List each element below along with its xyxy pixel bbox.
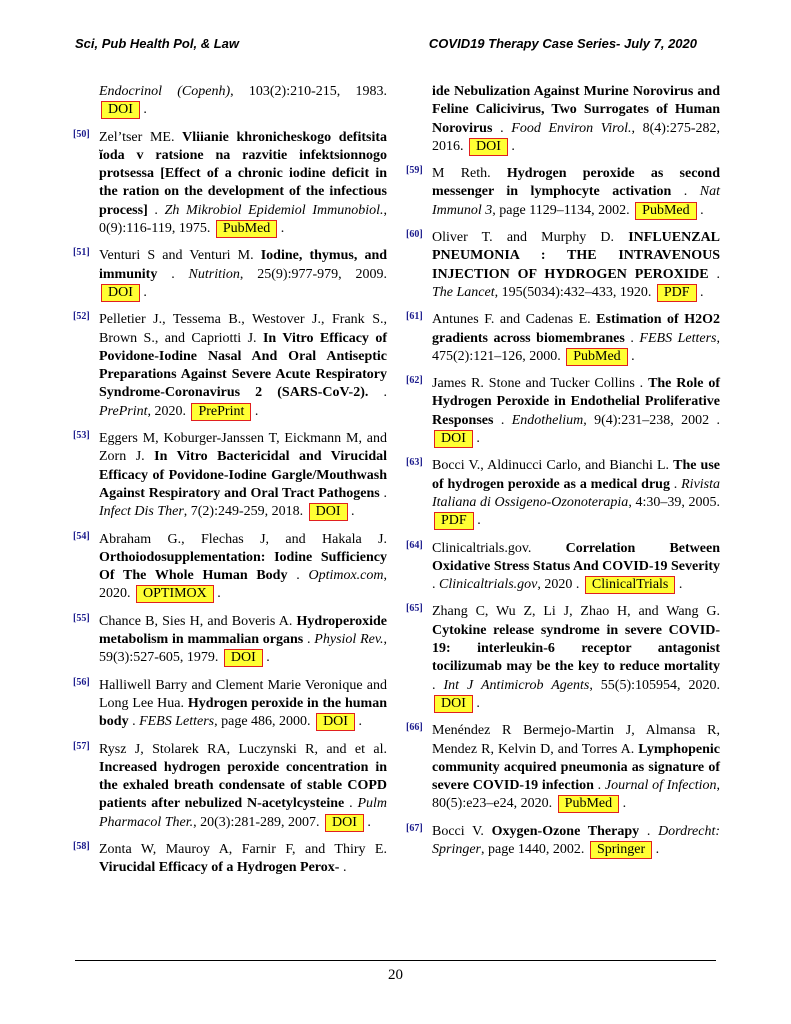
reference-link-button[interactable]: PubMed <box>566 348 627 366</box>
reference-details: , 25(9):977-979, 2009. <box>239 266 387 282</box>
reference-title: Increased hydrogen peroxide concentration in the exhaled breath condensate of stable COPD patients after nebulized N-acetylcysteine <box>99 759 387 812</box>
reference-entry: [56] Halliwell Barry and Clement Marie Veronique and Long Lee Hua. Hydrogen peroxide in the human body . FEBS Letters, page 486, 2000. DOI . <box>99 677 387 732</box>
reference-journal: Endothelium <box>511 412 584 428</box>
reference-details: , 2020. <box>147 403 186 419</box>
reference-entry: [66] Menéndez R Bermejo-Martin J, Almansa R, Mendez R, Kelvin D, and Torres A. Lymphopenic community acquired pneumonia as signature of severe COVID-19 infection . Journal of Infection, 80(5):e23–e24, 2020. PubMed . <box>432 722 720 813</box>
reference-details: , 8(4):275-282, 2016. <box>432 120 721 154</box>
reference-journal: FEBS Letters <box>139 714 215 730</box>
reference-details: , 195(5034):432–433, 1920. <box>494 284 652 300</box>
reference-entry: [58] Zonta W, Mauroy A, Farnir F, and Thiry E. Virucidal Efficacy of a Hydrogen Perox- . <box>99 841 387 878</box>
reference-link-button[interactable]: OPTIMOX <box>136 585 214 603</box>
reference-entry: [65] Zhang C, Wu Z, Li J, Zhao H, and Wang G. Cytokine release syndrome in severe COVID-19: interleukin-6 receptor antagonist tocilizumab may be the key to reduce mortality . Int J Antimicrob Agents, 55(5):105954, 2020. DOI . <box>432 603 720 713</box>
reference-number: [53] <box>73 430 90 442</box>
reference-title: Estimation of H2O2 gradients across biomembranes <box>432 312 721 346</box>
reference-journal: PrePrint <box>99 403 148 419</box>
reference-number: [60] <box>406 229 423 241</box>
reference-title: Virucidal Efficacy of a Hydrogen Perox- <box>99 860 340 876</box>
reference-entry: [55] Chance B, Sies H, and Boveris A. Hydroperoxide metabolism in mammalian organs . Physiol Rev., 59(3):527-605, 1979. DOI . <box>99 613 387 668</box>
running-header-right: COVID19 Therapy Case Series- July 7, 2020 <box>428 36 697 51</box>
reference-details: , 80(5):e23–e24, 2020. <box>432 778 720 812</box>
reference-details: , page 486, 2000. <box>214 714 311 730</box>
reference-details: , page 1129–1134, 2002. <box>492 202 630 218</box>
reference-authors: Oliver T. and Murphy D. <box>432 230 615 246</box>
reference-number: [62] <box>406 375 423 387</box>
reference-number: [58] <box>73 840 90 852</box>
reference-number: [50] <box>73 128 90 140</box>
reference-number: [65] <box>406 603 423 615</box>
reference-journal: Nutrition <box>188 266 240 282</box>
reference-title: Oxygen-Ozone Therapy <box>491 823 640 839</box>
reference-authors: Bocci V., Aldinucci Carlo, and Bianchi L. <box>432 458 670 474</box>
reference-authors: Pelletier J., Tessema B., Westover J., Frank S., Brown S., and Capriotti J. <box>99 312 387 346</box>
reference-entry: Endocrinol (Copenh), 103(2):210-215, 1983. DOI . <box>99 84 387 118</box>
reference-authors: M Reth. <box>432 166 491 182</box>
reference-link-button[interactable]: Springer <box>590 841 652 859</box>
reference-number: [54] <box>73 530 90 542</box>
reference-entry: [53] Eggers M, Koburger-Janssen T, Eickmann M, and Zorn J. In Vitro Bactericidal and Virucidal Efficacy of Povidone-Iodine Gargle/Mouthwash Against Respiratory and Oral Tract Pathogens . Infect Dis Ther, 7(2):249-259, 2018. DOI . <box>99 430 387 521</box>
reference-link-button[interactable]: DOI <box>101 101 140 119</box>
reference-journal: Dordrecht: Springer <box>432 823 721 857</box>
reference-details: , page 1440, 2002. <box>481 841 585 857</box>
reference-entry: [67] Bocci V. Oxygen-Ozone Therapy . Dordrecht: Springer, page 1440, 2002. Springer . <box>432 823 720 860</box>
reference-number: [52] <box>73 311 90 323</box>
reference-entry: [59] M Reth. Hydrogen peroxide as second messenger in lymphocyte activation . Nat Immunol 3, page 1129–1134, 2002. PubMed . <box>432 165 720 220</box>
reference-journal: Endocrinol (Copenh) <box>99 84 231 99</box>
reference-title: In Vitro Efficacy of Povidone-Iodine Nasal And Oral Antiseptic Preparations Against Severe Acute Respiratory Syndrome-Coronavirus 2 (SARS-CoV-2). <box>99 330 387 401</box>
reference-details: , 475(2):121–126, 2000. <box>432 330 721 364</box>
reference-link-button[interactable]: PubMed <box>635 202 696 220</box>
references-left-column <box>73 83 388 887</box>
reference-entry: [64] Clinicaltrials.gov. Correlation Between Oxidative Stress Status And COVID-19 Severity . Clinicaltrials.gov, 2020 . ClinicalTrials . <box>432 540 720 595</box>
reference-entry: ide Nebulization Against Murine Norovirus and Feline Calicivirus, Two Surrogates of Human Norovirus . Food Environ Virol., 8(4):275-282, 2016. DOI . <box>432 84 721 154</box>
reference-journal: Nat Immunol 3 <box>432 184 720 218</box>
reference-title: INFLUENZAL PNEUMONIA : THE INTRAVENOUS INJECTION OF HYDROGEN PEROXIDE <box>432 230 721 282</box>
reference-authors: Antunes F. and Cadenas E. <box>432 312 591 328</box>
reference-details: , 59(3):527-605, 1979. <box>99 632 388 666</box>
reference-title: The use of hydrogen peroxide as a medical drug <box>432 458 721 492</box>
references-right-column <box>406 83 721 868</box>
reference-link-button[interactable]: PrePrint <box>191 403 251 421</box>
reference-link-button[interactable]: DOI <box>434 695 473 713</box>
reference-number: [57] <box>73 740 90 752</box>
reference-journal: Clinicaltrials.gov <box>439 577 538 593</box>
reference-title: Vliianie khronicheskogo defitsita ĭoda v ratsione na razvitie infektsionnogo protsessa [Effect of a chronic iodine deficit in the ration on the development of the infectious process] <box>99 129 388 218</box>
reference-details: , 0(9):116-119, 1975. <box>99 202 388 237</box>
reference-authors: James R. Stone and Tucker Collins . <box>432 376 644 392</box>
reference-details: , 2020. <box>99 568 388 602</box>
reference-link-button[interactable]: DOI <box>434 430 473 448</box>
reference-details: , 20(3):281-289, 2007. <box>193 814 320 830</box>
reference-details: , 2020 . <box>537 577 580 593</box>
reference-authors: Rysz J, Stolarek RA, Luczynski R, and et al. <box>99 741 387 757</box>
reference-link-button[interactable]: PDF <box>434 512 474 530</box>
reference-journal: Infect Dis Ther <box>99 504 184 520</box>
reference-title: In Vitro Bactericidal and Virucidal Efficacy of Povidone-Iodine Gargle/Mouthwash Against Respiratory and Oral Tract Pathogens <box>99 449 387 501</box>
page-number: 20 <box>388 967 403 983</box>
reference-journal: Rivista Italiana di Ossigeno-Ozonoterapia <box>432 476 721 510</box>
reference-number: [67] <box>406 822 423 834</box>
reference-number: [56] <box>73 676 90 688</box>
running-header-left: Sci, Pub Health Pol, & Law <box>75 36 239 51</box>
reference-authors: Clinicaltrials.gov. <box>432 540 532 556</box>
reference-journal: Journal of Infection <box>604 778 717 794</box>
reference-authors: Eggers M, Koburger-Janssen T, Eickmann M, and Zorn J. <box>99 431 387 465</box>
reference-title: Correlation Between Oxidative Stress Status And COVID-19 Severity <box>432 540 720 574</box>
reference-journal: Int J Antimicrob Agents <box>443 677 590 693</box>
reference-title: Orthoiodosupplementation: Iodine Sufficiency Of The Whole Human Body <box>99 549 387 584</box>
reference-link-button[interactable]: PubMed <box>216 220 277 238</box>
footer-divider <box>75 960 716 961</box>
reference-title: Iodine, thymus, and immunity <box>99 248 388 282</box>
reference-number: [66] <box>406 722 423 734</box>
reference-link-button[interactable]: DOI <box>469 138 508 156</box>
reference-entry: [51] Venturi S and Venturi M. Iodine, thymus, and immunity . Nutrition, 25(9):977-979, 2009. DOI . <box>99 247 387 302</box>
reference-authors: Zonta W, Mauroy A, Farnir F, and Thiry E. <box>99 841 387 857</box>
reference-link-button[interactable]: ClinicalTrials <box>585 576 676 594</box>
reference-link-button[interactable]: DOI <box>101 284 140 302</box>
reference-link-button[interactable]: DOI <box>325 814 364 832</box>
reference-link-button[interactable]: PubMed <box>558 795 619 813</box>
reference-details: , 55(5):105954, 2020. <box>589 677 721 693</box>
reference-details: , 103(2):210-215, 1983. <box>230 84 387 99</box>
reference-details: , 7(2):249-259, 2018. <box>183 504 304 520</box>
reference-title: Hydrogen peroxide in the human body <box>99 695 387 730</box>
reference-link-button[interactable]: PDF <box>657 284 697 302</box>
reference-entry: [54] Abraham G., Flechas J, and Hakala J. Orthoiodosupplementation: Iodine Sufficiency Of The Whole Human Body . Optimox.com, 2020. OPTIMOX . <box>99 531 387 604</box>
reference-number: [51] <box>73 247 90 259</box>
reference-journal: The Lancet <box>432 284 495 300</box>
reference-title: ide Nebulization Against Murine Norovirus and Feline Calicivirus, Two Surrogates of Human Norovirus <box>432 84 720 136</box>
reference-entry: [63] Bocci V., Aldinucci Carlo, and Bianchi L. The use of hydrogen peroxide as a medical drug . Rivista Italiana di Ossigeno-Ozonoterapia, 4:30–39, 2005. PDF . <box>432 457 720 530</box>
reference-number: [64] <box>406 539 423 551</box>
reference-authors: Bocci V. <box>432 823 484 839</box>
reference-authors: Zhang C, Wu Z, Li J, Zhao H, and Wang G. <box>432 604 720 620</box>
reference-authors: Chance B, Sies H, and Boveris A. <box>99 613 293 629</box>
reference-entry: [57] Rysz J, Stolarek RA, Luczynski R, and et al. Increased hydrogen peroxide concentration in the exhaled breath condensate of stable COPD patients after nebulized N-acetylcysteine . Pulm Pharmacol Ther., 20(3):281-289, 2007. DOI . <box>99 741 387 832</box>
reference-journal: FEBS Letters <box>639 330 717 346</box>
reference-journal: Pulm Pharmacol Ther. <box>99 796 387 830</box>
reference-journal: Food Environ Virol. <box>511 120 632 136</box>
reference-entry: [60] Oliver T. and Murphy D. INFLUENZAL PNEUMONIA : THE INTRAVENOUS INJECTION OF HYDROGEN PEROXIDE . The Lancet, 195(5034):432–433, 1920. PDF . <box>432 229 720 302</box>
reference-journal: Physiol Rev. <box>314 632 384 648</box>
reference-entry: [52] Pelletier J., Tessema B., Westover J., Frank S., Brown S., and Capriotti J. In Vitro Efficacy of Povidone-Iodine Nasal And Oral Antiseptic Preparations Against Severe Acute Respiratory Syndrome-Coronavirus 2 (SARS-CoV-2). . PrePrint, 2020. PrePrint . <box>99 311 387 421</box>
reference-authors: Halliwell Barry and Clement Marie Veronique and Long Lee Hua. <box>99 677 387 711</box>
reference-link-button[interactable]: DOI <box>316 713 355 731</box>
reference-title: Hydrogen peroxide as second messenger in lymphocyte activation <box>432 166 721 200</box>
reference-authors: Menéndez R Bermejo-Martin J, Almansa R, Mendez R, Kelvin D, and Torres A. <box>432 723 720 757</box>
reference-title: The Role of Hydrogen Peroxide in Endothelial Proliferative Responses <box>432 376 721 428</box>
reference-entry: [62] James R. Stone and Tucker Collins . The Role of Hydrogen Peroxide in Endothelial Proliferative Responses . Endothelium, 9(4):231–238, 2002 . DOI . <box>432 375 720 448</box>
reference-title: Lymphopenic community acquired pneumonia as signature of severe COVID-19 infection <box>432 741 720 794</box>
reference-title: Cytokine release syndrome in severe COVID-19: interleukin-6 receptor antagonist tocilizumab may be the key to reduce mortality <box>432 622 720 675</box>
reference-journal: Optimox.com <box>308 568 384 584</box>
reference-number: [59] <box>406 165 423 177</box>
reference-number: [61] <box>406 311 423 323</box>
reference-entry: [61] Antunes F. and Cadenas E. Estimation of H2O2 gradients across biomembranes . FEBS Letters, 475(2):121–126, 2000. PubMed . <box>432 311 720 366</box>
reference-journal: Zh Mikrobiol Epidemiol Immunobiol. <box>164 202 384 218</box>
reference-authors: Venturi S and Venturi M. <box>99 248 254 264</box>
reference-title: Hydroperoxide metabolism in mammalian organs <box>99 613 388 648</box>
reference-authors: Zel’tser ME. <box>99 129 175 145</box>
reference-number: [63] <box>406 457 423 469</box>
reference-details: , 4:30–39, 2005. <box>628 494 721 510</box>
reference-number: [55] <box>73 612 90 624</box>
reference-link-button[interactable]: DOI <box>224 649 263 667</box>
reference-details: , 9(4):231–238, 2002 . <box>583 412 721 428</box>
reference-authors: Abraham G., Flechas J, and Hakala J. <box>99 531 387 547</box>
reference-entry: [50] Zel’tser ME. Vliianie khronicheskogo defitsita ĭoda v ratsione na razvitie infektsionnogo protsessa [Effect of a chronic iodine deficit in the ration on the development of the infectious process] . Zh Mikrobiol Epidemiol Immunobiol., 0(9):116-119, 1975. PubMed . <box>99 129 387 239</box>
reference-link-button[interactable]: DOI <box>309 503 348 521</box>
